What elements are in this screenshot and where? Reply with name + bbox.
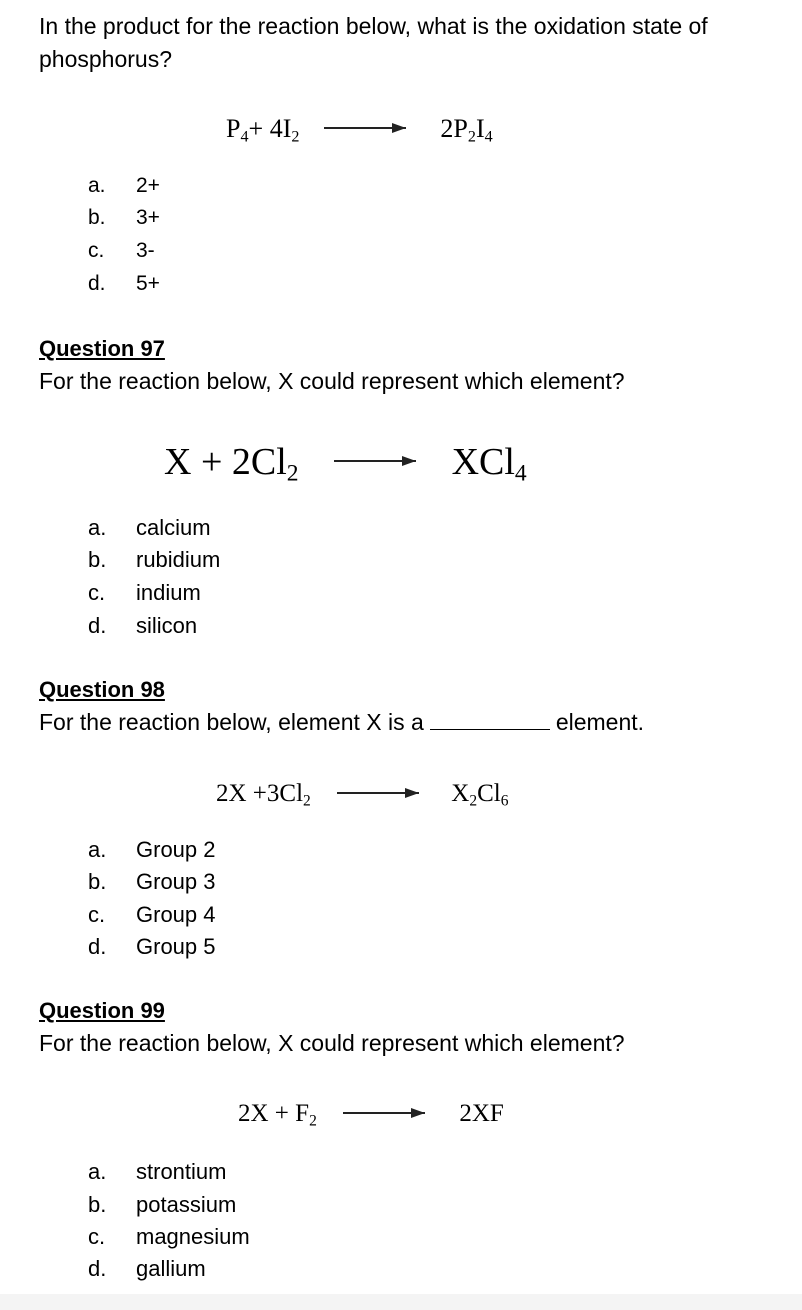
option-letter: d.: [88, 613, 107, 638]
question-98-text: [39, 709, 644, 736]
option-text: silicon: [136, 613, 198, 638]
option-letter: b.: [88, 869, 107, 894]
option-letter: c.: [88, 239, 105, 262]
q99-option-a[interactable]: [88, 1159, 226, 1185]
option-text: magnesium: [136, 1224, 250, 1249]
q97-option-d[interactable]: [88, 613, 197, 639]
option-text: indium: [136, 580, 201, 605]
option-letter: a.: [88, 1159, 107, 1184]
q98-product: $X_2Cl_6$: [451, 780, 509, 810]
option-text: Group 5: [136, 934, 216, 959]
option-text: strontium: [136, 1159, 227, 1184]
q98-text-after: element.: [555, 709, 645, 735]
q98-text-before: For the reaction below, element X is a: [39, 709, 424, 735]
q98-option-c[interactable]: [88, 902, 216, 928]
q99-option-d[interactable]: [88, 1256, 206, 1282]
q97-option-b[interactable]: [88, 547, 220, 573]
option-letter: d.: [88, 934, 107, 959]
q99-reactants: $2X + F_2$: [238, 1100, 317, 1130]
q97-option-a[interactable]: [88, 515, 211, 541]
option-letter: a.: [88, 174, 106, 197]
q99-option-c[interactable]: [88, 1224, 250, 1250]
q99-option-b[interactable]: [88, 1192, 236, 1218]
option-letter: c.: [88, 902, 106, 927]
intro-reactant-i: + $4I_2$: [248, 114, 300, 146]
q97-reactants: $X + 2Cl_2$: [164, 441, 299, 487]
intro-option-d[interactable]: [88, 272, 160, 296]
question-98-equation: [216, 780, 508, 808]
option-letter: b.: [88, 206, 106, 229]
option-letter: a.: [88, 837, 107, 862]
page-bottom-edge: [0, 1294, 802, 1310]
option-text: 3+: [136, 206, 160, 229]
q98-option-a[interactable]: [88, 837, 216, 863]
option-text: Group 4: [136, 902, 216, 927]
question-97-text: For the reaction below, X could represent which element?: [39, 368, 625, 394]
question-97-equation: [164, 440, 527, 487]
reaction-arrow-icon: [334, 460, 416, 462]
option-letter: d.: [88, 272, 106, 295]
question-97-heading: Question 97: [39, 336, 165, 361]
option-text: gallium: [136, 1256, 206, 1281]
option-letter: b.: [88, 1192, 107, 1217]
option-letter: a.: [88, 515, 107, 540]
intro-question-text: In the product for the reaction below, what is the oxidation state of phosphorus?: [39, 13, 708, 72]
option-letter: b.: [88, 547, 107, 572]
option-text: rubidium: [136, 547, 221, 572]
option-text: calcium: [136, 515, 211, 540]
option-letter: c.: [88, 1224, 106, 1249]
intro-option-b[interactable]: [88, 206, 160, 230]
reaction-arrow-icon: [337, 792, 419, 794]
reaction-arrow-icon: [343, 1112, 425, 1114]
option-letter: c.: [88, 580, 106, 605]
option-text: 2+: [136, 174, 160, 197]
option-text: Group 3: [136, 869, 216, 894]
q97-product: XCl$_4$: [451, 441, 527, 487]
option-text: Group 2: [136, 837, 216, 862]
question-98-heading: Question 98: [39, 677, 165, 702]
q98-option-b[interactable]: [88, 869, 216, 895]
option-text: 3-: [136, 239, 155, 262]
intro-product: $2P_2I_4$: [440, 114, 493, 146]
question-99-heading: Question 99: [39, 998, 165, 1023]
question-99-text: For the reaction below, X could represent which element?: [39, 1030, 625, 1056]
answer-blank: [430, 715, 550, 730]
option-text: potassium: [136, 1192, 237, 1217]
reaction-arrow-icon: [324, 127, 406, 129]
intro-equation: [226, 114, 493, 144]
option-text: 5+: [136, 272, 160, 295]
q97-option-c[interactable]: [88, 580, 201, 606]
q98-option-d[interactable]: [88, 934, 216, 960]
question-99-equation: [238, 1100, 504, 1128]
intro-option-a[interactable]: [88, 174, 160, 198]
q98-reactants: $2X +3Cl_2$: [216, 780, 311, 810]
q99-product: 2XF: [459, 1100, 504, 1127]
intro-option-c[interactable]: [88, 239, 155, 263]
intro-reactant-p: $P_4$: [226, 114, 249, 146]
option-letter: d.: [88, 1256, 107, 1281]
